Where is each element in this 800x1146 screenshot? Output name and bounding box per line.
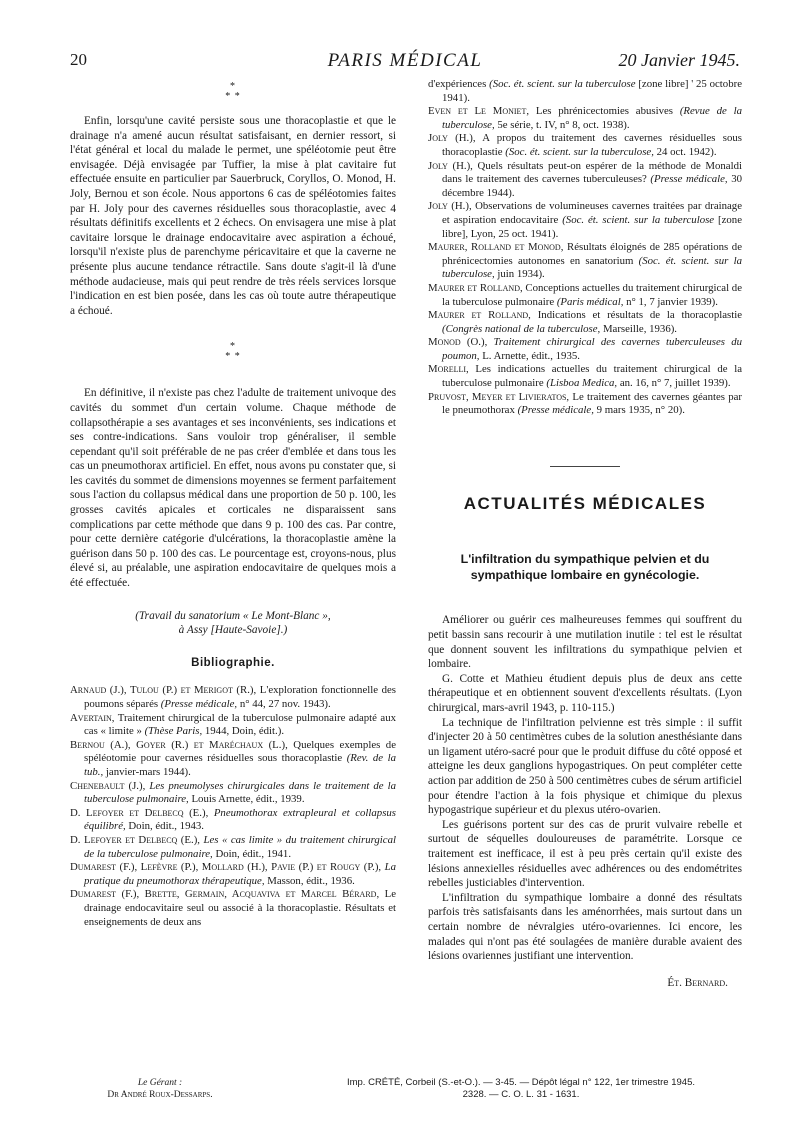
section-title: ACTUALITÉS MÉDICALES (463, 493, 707, 513)
bibliography-list-left (70, 684, 396, 929)
imprint-line-2: 2328. — C. O. L. 31 - 1631. (462, 1089, 580, 1100)
bibliography-entry: Maurer et Rolland, Indications et résultats de la thoracoplastie (Congrès national de la tuberculose, Marseille, 1936). (428, 309, 743, 335)
paragraph-speleotomie: Enfin, lorsqu'une cavité persiste sous une thoracoplastie et que le drainage n'a amené aucun résultat satisfaisant, en dernier ressort, si l'état général et local du malade le permet, une spéléotomie peut être envisagée. Déjà envisagée par Tuffier, la mise à plat cavitaire fut effectuée ensuite en particulier par Sauerbruck, Coryllos, O. Monod, H. Joly, Bernou et son école. Nous apportons 6 cas de spéléotomies faites par H. Joly pour des cavernes résiduelles sous thoracoplastie, avec 4 résultats définitifs excellents et 2 échecs. On envisagera une mise à plat cavitaire lorsque le drainage endocavitaire avec aspiration a échoué, lorsqu'il n'existe plus de parenchyme péricavitaire et que la caverne ne présente plus aucune tendance rétractile. Sans doute s'agit-il là d'une méthode audacieuse, mais qui peut rendre de très réels services lorsque l'indication en est bien posée, dans les cas où toute autre thérapeutique a échoué. (70, 115, 396, 317)
bibliography-entry: Dumarest (F.), Brette, Germain, Acquaviva et Marcel Bérard, Le drainage endocavitaire seul ou associé à la thoracoplastie. Résultats et enseignements de deux ans (70, 888, 396, 928)
manager-credit (70, 1077, 250, 1101)
page-number: 20 (70, 50, 87, 69)
bibliography-entry: Arnaud (J.), Tulou (P.) et Merigot (R.), L'exploration fonctionnelle des poumons séparés (Presse médicale, n° 44, 27 nov. 1943). (70, 684, 396, 710)
bibliography-entry: D. Lefoyer et Delbecq (E.), Pneumothorax extrapleural et collapsus équilibré, Doin, édit., 1943. (70, 806, 396, 833)
manager-label: Le Gérant : (137, 1078, 183, 1088)
bibliography-entry: d'expériences (Soc. ét. scient. sur la tuberculose [zone libre] ' 25 octobre 1941). (428, 78, 742, 104)
bibliography-entry: Chenebault (J.), Les pneumolyses chirurgicales dans le traitement de la tuberculose pulmonaire, Louis Arnette, édit., 1939. (70, 779, 396, 806)
bibliography-entry: Pruvost, Meyer et Livieratos, Le traitement des cavernes géantes par le pneumothorax (Presse médicale, 9 mars 1935, n° 20). (428, 390, 742, 417)
asterism-1: * * * (225, 81, 241, 102)
manager-name: Dr André Roux-Dessarps. (107, 1090, 213, 1100)
article-title: L'infiltration du sympathique pelvien et du sympathique lombaire en gynécologie. (460, 552, 710, 583)
bibliography-entry: Even et Le Moniet, Les phrénicectomies abusives (Revue de la tuberculose, 5e série, t. IV, n° 8, oct. 1938). (428, 105, 742, 131)
bibliography-list-right (428, 78, 742, 418)
work-credit-line-1: (Travail du sanatorium « Le Mont-Blanc », (135, 609, 331, 622)
article-paragraph: G. Cotte et Mathieu étudient depuis plus de deux ans cette thérapeutique et en obtiennent souvent d'excellents résultats. (Lyon chirurgical, mars-avril 1943, p. 110-115.) (428, 672, 742, 714)
bibliography-entry: Bernou (A.), Goyer (R.) et Maréchaux (L.), Quelques exemples de spéléotomie pour cavernes résiduelles sous thoracoplastie (Rev. de la tub., janvier-mars 1944). (70, 738, 397, 778)
bibliography-entry: Monod (O.), Traitement chirurgical des cavernes tuberculeuses du poumon, L. Arnette, édit., 1935. (428, 336, 742, 362)
section-divider (550, 466, 620, 467)
article-signature: Ét. Bernard. (667, 976, 728, 989)
article-paragraph: Améliorer ou guérir ces malheureuses femmes qui souffrent du petit bassin sans recourir à une mutilation inutile : tel est le résultat que donnent souvent les infiltrations du sympathique pelvien et lombaire. (428, 614, 742, 671)
right-column (428, 78, 742, 990)
bibliography-entry: D. Lefoyer et Delbecq (E.), Les « cas limite » du traitement chirurgical de la tuberculose pulmonaire, Doin, édit., 1941. (70, 833, 396, 860)
article-paragraph: Les guérisons portent sur des cas de prurit vulvaire rebelle et surtout de séquelles douloureuses de paramétrite. Lorsque ce traitement est inefficace, il est à peu près certain qu'il existe des lésions annexielles résiduelles avec adhérences ou des endométrites rebelles justiciables d'intervention. (428, 818, 742, 890)
bibliography-entry: Maurer et Rolland, Conceptions actuelles du traitement chirurgical de la tuberculose pulmonaire (Paris médical, n° 1, 7 janvier 1939). (428, 281, 742, 308)
paragraph-conclusion: En définitive, il n'existe pas chez l'adulte de traitement univoque des cavités du sommet d'un certain volume. Chaque méthode de collapsothérapie a ses avantages et ses inconvénients, ses indications et ses contre-indications. Sans vouloir trop généraliser, il semble cependant qu'il soit préférable de ne pas créer d'emblée et dans tous les cas un pneumothorax artificiel. En effet, nous avons pu constater que, si les cavités du sommet de dimensions moyennes se ferment parfaitement sous l'action du collapsus médical dans une proportion de 50 p. 100, les grosses cavités apicales et corticales ne disparaissent sans complications par cette méthode que dans 9 p. 100 des cas. Par contre, pour cette dernière catégorie d'ulcérations, la thoracoplastie amène la guérison dans 50 p. 100 des cas. Le pourcentage est, croyons-nous, plus élevé si, au préalable, une aspiration endocavitaire de quelques mois a été effectuée. (70, 387, 396, 590)
asterism-2: * * * (225, 341, 241, 363)
imprint-line-1: Imp. CRÉTÉ, Corbeil (S.-et-O.). — 3-45. — Dépôt légal n° 122, 1er trimestre 1945. (346, 1077, 696, 1088)
journal-title: PARIS MÉDICAL (327, 50, 483, 71)
bibliography-entry: Morelli, Les indications actuelles du traitement chirurgical de la tuberculose pulmonaire (Lisboa Medica, an. 16, n° 7, juillet 1939). (428, 363, 742, 390)
left-column (70, 78, 396, 929)
work-credit-line-2: à Assy [Haute-Savoie].) (178, 624, 288, 637)
printer-imprint (300, 1077, 742, 1101)
bibliography-entry: Dumarest (F.), Lefèvre (P.), Mollard (H.), Pavie (P.) et Rougy (P.), La pratique du pneumothorax thérapeutique, Masson, édit., 1936. (70, 861, 396, 887)
issue-date: 20 Janvier 1945. (618, 50, 740, 70)
bibliography-title: Bibliographie. (191, 656, 275, 669)
bibliography-entry: Avertain, Traitement chirurgical de la tuberculose pulmonaire adapté aux cas « limite » (Thèse Paris, 1944, Doin, édit.). (70, 711, 396, 738)
article-paragraph: L'infiltration du sympathique lombaire a donné des résultats parfois très satisfaisants dans les aménorrhées, mais surtout dans un certain nombre de névralgies utéro-ovariennes. Ici encore, les malades qui n'ont pas été soulagées de manière durable avaient des lésions ovariennes justifiant une intervention. (428, 891, 742, 963)
bibliography-entry: Maurer, Rolland et Monod, Résultats éloignés de 285 opérations de phrénicectomies autonomes en sanatorium (Soc. ét. scient. sur la tuberculose, juin 1934). (428, 241, 742, 281)
bibliography-entry: Joly (H.), Observations de volumineuses cavernes traitées par drainage et aspiration endocavitaire (Soc. ét. scient. sur la tuberculose [zone libre], Lyon, 25 oct. 1941). (428, 200, 742, 240)
bibliography-entry: Joly (H.), Quels résultats peut-on espérer de la méthode de Monaldi dans le traitement des cavernes tuberculeuses? (Presse médicale, 30 décembre 1944). (428, 159, 742, 199)
page-header (70, 50, 740, 74)
article-paragraph: La technique de l'infiltration pelvienne est très simple : il suffit d'injecter 20 à 50 centimètres cubes de la solution anesthésiante dans un ligament utéro-sacré pour que le produit diffuse du côté opposé et atteigne les deux ganglions hypogastriques. On peut compléter cette action par addition de 250 à 500 centimètres cubes de sérum artificiel pour étendre l'action à la fois physique et chimique du plexus hypogastrique supérieur et du plexus utéro-ovarien. (428, 716, 743, 817)
bibliography-entry: Joly (H.), A propos du traitement des cavernes résiduelles sous thoracoplastie (Soc. ét. scient. sur la tuberculose, 24 oct. 1942). (428, 132, 742, 158)
